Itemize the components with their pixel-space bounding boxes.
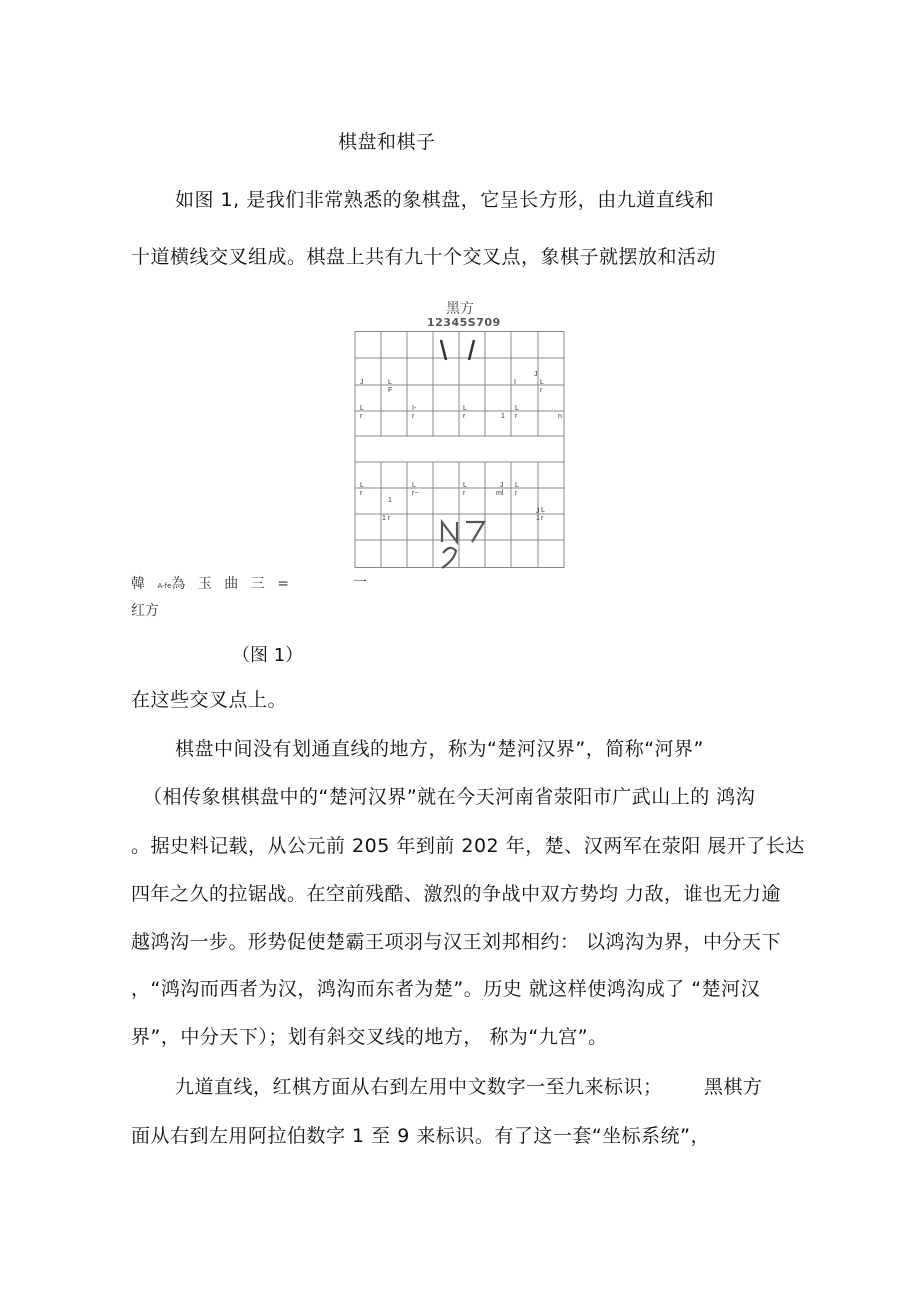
legend-dash: 一 — [353, 575, 367, 591]
paragraph-2-line-5: 越鸿沟一步。形势促使楚霸王项羽与汉王刘邦相约： 以鸿沟为界，中分天下 — [131, 931, 782, 953]
black-column-numbers: 12345S709 — [427, 316, 501, 329]
svg-text:r: r — [360, 413, 363, 420]
svg-text:L: L — [540, 379, 544, 386]
legend-rest: 為 玉 曲 三 = — [171, 576, 293, 592]
svg-text:r: r — [463, 413, 466, 420]
svg-text:r: r — [360, 490, 363, 497]
svg-text:J: J — [536, 508, 540, 515]
svg-text:r: r — [388, 515, 391, 522]
svg-text:1: 1 — [388, 497, 392, 504]
svg-text:1: 1 — [382, 515, 386, 522]
svg-text:r~: r~ — [412, 490, 419, 497]
svg-text:1: 1 — [501, 413, 505, 420]
svg-text:I: I — [514, 379, 516, 386]
svg-text:r: r — [463, 490, 466, 497]
chessboard-figure — [350, 328, 570, 570]
position-marks — [360, 371, 562, 522]
legend-char: 韓 — [131, 576, 149, 592]
palace-diagonals-top — [441, 340, 474, 360]
paragraph-2-line-6: ，“鸿沟而西者为汉，鸿沟而东者为楚”。历史 就这样使鸿沟成了 “楚河汉 — [131, 978, 761, 1000]
figure-caption: （图 1） — [232, 645, 304, 666]
svg-text:r: r — [515, 490, 518, 497]
paragraph-2-line-4: 四年之久的拉锯战。在空前残酷、激烈的争战中双方势均 力敌，谁也无力逾 — [131, 883, 782, 905]
svg-text:J: J — [500, 482, 504, 489]
paragraph-3-line-2: 面从右到左用阿拉伯数字 1 至 9 来标识。有了这一套“坐标系统”， — [131, 1125, 711, 1147]
svg-text:L: L — [388, 379, 392, 386]
svg-text:F: F — [388, 387, 393, 394]
svg-text:L: L — [360, 482, 364, 489]
paragraph-2-line-7: 界”，中分天下）；划有斜交叉线的地方， 称为“九宫”。 — [131, 1026, 608, 1048]
legend-tiny: A-fe — [157, 582, 172, 590]
palace-marks-bottom — [442, 522, 484, 568]
svg-text:1: 1 — [536, 515, 540, 522]
board-grid — [355, 332, 564, 568]
svg-text:J: J — [360, 379, 364, 386]
svg-text:r: r — [541, 515, 544, 522]
black-side-label: 黑方 — [446, 301, 474, 317]
intro-line-1: 如图 1, 是我们非常熟悉的象棋盘，它呈长方形，由九道直线和 — [175, 189, 715, 211]
paragraph-3-line-1a: 九道直线，红棋方面从右到左用中文数字一至九来标识； — [175, 1076, 663, 1098]
svg-text:I-: I- — [412, 405, 417, 412]
paragraph-3-line-1b: 黑棋方 — [704, 1076, 763, 1098]
svg-text:L: L — [515, 482, 519, 489]
svg-text:J: J — [534, 371, 538, 378]
svg-text:n: n — [558, 413, 562, 420]
red-side-label: 红方 — [131, 603, 159, 619]
svg-text:L: L — [463, 405, 467, 412]
svg-text:r: r — [540, 387, 543, 394]
svg-text:L: L — [463, 482, 467, 489]
svg-text:L: L — [412, 482, 416, 489]
page-title: 棋盘和棋子 — [338, 131, 436, 153]
svg-text:r: r — [515, 413, 518, 420]
paragraph-1: 在这些交叉点上。 — [131, 689, 288, 711]
piece-legend — [131, 573, 293, 593]
paragraph-2-line-3: 。据史料记载，从公元前 205 年到前 202 年，楚、汉两军在荥阳 展开了长达 — [131, 835, 805, 857]
svg-text:ml: ml — [496, 490, 504, 497]
paragraph-2-line-1: 棋盘中间没有划通直线的地方，称为“楚河汉界”，简称“河界” — [175, 738, 704, 760]
svg-text:L: L — [515, 405, 519, 412]
svg-text:L: L — [541, 507, 545, 514]
paragraph-2-line-2: （相传象棋棋盘中的“楚河汉界”就在今天河南省荥阳市广武山上的 鸿沟 — [143, 786, 756, 808]
svg-text:r: r — [412, 413, 415, 420]
svg-text:L: L — [360, 405, 364, 412]
intro-line-2: 十道横线交叉组成。棋盘上共有九十个交叉点，象棋子就摆放和活动 — [131, 246, 717, 268]
